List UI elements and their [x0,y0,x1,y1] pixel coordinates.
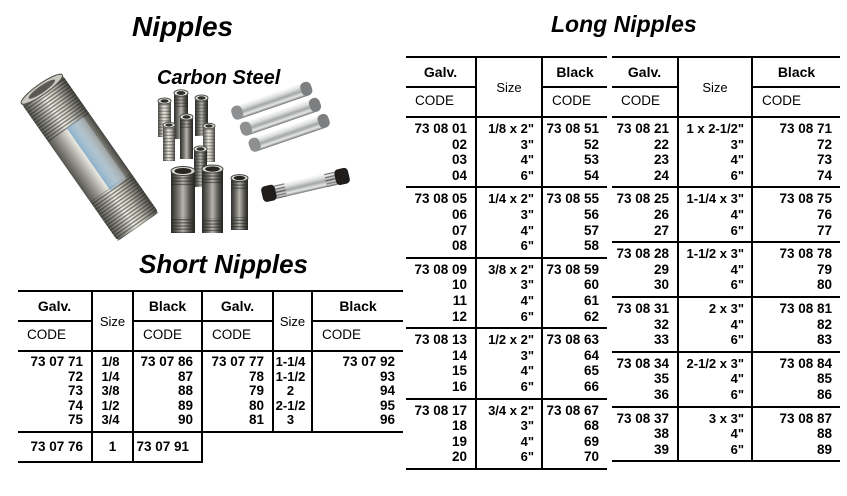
galv-code-cell: 73 07 76 [18,432,92,462]
table-line: 2 x 3" [708,300,744,316]
table-line: 1/4 x 2" [488,191,534,207]
col-header-size: Size [476,57,542,117]
col-header-code: CODE [612,87,678,117]
table-line: 6" [730,441,744,457]
galv-code-cell [406,258,476,328]
table-line: 3" [520,206,534,222]
table-line: 74 [67,397,83,413]
table-line: 6" [730,386,744,402]
table-line: 69 [583,433,599,449]
long-nipples-group-row [612,352,840,407]
col-header-galv: Galv. [18,291,92,321]
short-nipples-title: Short Nipples [139,249,309,279]
col-header-code: CODE [133,321,202,351]
table-line: 3/8 x 2" [488,261,534,277]
table-line: 3" [730,136,744,152]
col-header-black: Black [312,291,403,321]
table-line: 86 [816,386,832,402]
size-cell [476,117,542,187]
table-line: 94 [379,383,395,399]
table-line: 36 [653,386,669,402]
carbon-steel-label: Carbon Steel [157,67,281,89]
col-header-galv: Galv. [612,57,678,87]
long-nipples-group-row [612,407,840,462]
galv-code-cell [18,351,92,432]
table-line: 81 [248,412,264,428]
table-line: 73 08 71 [779,121,832,136]
table-line: 4" [730,261,744,277]
table-line: 73 08 17 [414,402,467,418]
table-line: 83 [816,332,832,348]
size-cell [678,242,752,297]
table-line: 4" [520,152,534,168]
table-line: 12 [451,308,467,324]
black-code-cell [752,352,840,407]
col-header-code: CODE [406,87,476,117]
table-line: 3/4 [101,412,120,428]
short-nipples-extra-row [18,432,403,462]
table-line: 88 [816,426,832,442]
long-nipple-photo [260,167,350,203]
table-line: 32 [653,316,669,332]
short-nipples-table [18,290,403,463]
chrome-nipples-photo [230,78,331,155]
col-header-size: Size [92,291,133,351]
table-line: 6" [520,167,534,183]
table-line: 73 08 87 [779,410,832,426]
table-line: 06 [451,206,467,222]
table-line: 1 x 2-1/2" [686,121,744,136]
black-code-cell [542,328,607,398]
table-line: 3/4 x 2" [488,402,534,418]
long-nipples-group-row [612,297,840,352]
table-line: 73 08 37 [616,410,669,426]
table-line: 1/4 [101,368,120,384]
col-header-size: Size [678,57,752,117]
size-cell [476,187,542,257]
table-line: 88 [177,383,193,399]
col-header-code: CODE [202,321,273,351]
black-code-cell [542,117,607,187]
table-line: 38 [653,426,669,442]
col-header-galv: Galv. [406,57,476,87]
galv-code-cell [406,117,476,187]
table-line: 1/8 [101,354,120,369]
table-line: 62 [583,308,599,324]
galv-code-cell [612,297,678,352]
size-cell [678,117,752,187]
table-line: 23 [653,152,669,168]
table-line: 72 [816,136,832,152]
col-header-code: CODE [312,321,403,351]
table-line: 39 [653,441,669,457]
black-code-cell [542,187,607,257]
table-line: 75 [67,412,83,428]
black-code-cell [542,399,607,469]
size-cell [678,297,752,352]
table-line: 73 08 51 [546,121,599,136]
table-line: 2-1/2 [275,397,306,413]
col-header-code: CODE [752,87,840,117]
table-line: 1-1/2 x 3" [686,246,744,262]
table-line: 73 08 05 [414,191,467,207]
col-header-black: Black [133,291,202,321]
table-line: 60 [583,277,599,293]
table-line: 6" [520,238,534,254]
table-line: 3" [520,418,534,434]
table-line: 80 [248,397,264,413]
long-nipples-group-row [612,242,840,297]
table-line: 33 [653,332,669,348]
table-line: 64 [583,347,599,363]
table-line: 73 08 84 [779,355,832,371]
table-line: 3" [520,347,534,363]
table-line: 2 [286,383,295,399]
table-line: 78 [248,368,264,384]
table-line: 15 [451,363,467,379]
long-nipples-group-row [406,258,607,328]
col-header-black: Black [752,57,840,87]
short-nipples-body-row [18,351,403,432]
table-line: 3" [520,136,534,152]
table-line: 72 [67,368,83,384]
table-line: 73 08 34 [616,355,669,371]
galv-code-cell [406,187,476,257]
table-line: 4" [520,433,534,449]
table-line: 04 [451,167,467,183]
galv-code-cell [612,352,678,407]
galv-code-cell [612,187,678,242]
table-line: 14 [451,347,467,363]
table-line: 1-1/4 x 3" [686,191,744,207]
galv-code-cell [612,242,678,297]
long-nipples-group-row [406,187,607,257]
table-line: 4" [730,206,744,222]
large-nipple-photo [18,70,158,241]
long-nipples-group-row [612,187,840,242]
page-title: Nipples [132,11,234,42]
table-line: 79 [816,261,832,277]
table-line: 77 [816,222,832,238]
black-code-cell [752,117,840,187]
black-code-cell [542,258,607,328]
table-line: 1/2 x 2" [488,332,534,348]
black-nipples-photo [171,165,248,233]
table-line: 22 [653,136,669,152]
table-line: 6" [730,277,744,293]
table-line: 03 [451,152,467,168]
table-line: 3 x 3" [708,410,744,426]
table-line: 73 07 86 [140,354,193,369]
table-line: 24 [653,167,669,183]
size-cell [678,187,752,242]
size-cell [476,328,542,398]
black-code-cell [133,351,202,432]
table-line: 73 08 28 [616,246,669,262]
size-cell [273,351,312,432]
table-line: 02 [451,136,467,152]
table-line: 52 [583,136,599,152]
table-line: 4" [730,426,744,442]
table-line: 89 [816,441,832,457]
table-line: 65 [583,363,599,379]
product-photos [5,57,377,245]
table-line: 3 [286,412,295,428]
table-line: 4" [520,222,534,238]
table-line: 95 [379,397,395,413]
table-line: 66 [583,378,599,394]
table-line: 4" [730,371,744,387]
table-line: 87 [177,368,193,384]
table-line: 73 [816,152,832,168]
table-line: 73 08 13 [414,332,467,348]
black-code-cell [312,351,403,432]
table-line: 1-1/4 [275,354,306,369]
galv-code-cell [612,407,678,462]
table-line: 4" [730,152,744,168]
table-line: 73 08 78 [779,246,832,262]
table-line: 19 [451,433,467,449]
size-cell [476,258,542,328]
table-line: 73 08 09 [414,261,467,277]
long-nipples-table-left [406,56,607,470]
table-line: 73 07 71 [30,354,83,369]
table-line: 2-1/2 x 3" [686,355,744,371]
table-line: 57 [583,222,599,238]
table-line: 6" [520,378,534,394]
table-line: 93 [379,368,395,384]
long-nipples-table-right [612,56,840,462]
table-line: 90 [177,412,193,428]
table-line: 61 [583,292,599,308]
table-line: 1/8 x 2" [488,121,534,136]
black-code-cell [752,242,840,297]
table-line: 73 07 92 [342,354,395,369]
table-line: 73 08 25 [616,191,669,207]
galv-code-cell [612,117,678,187]
long-nipples-group-row [406,399,607,469]
size-cell [476,399,542,469]
table-line: 6" [730,167,744,183]
table-line: 08 [451,238,467,254]
black-code-cell [752,407,840,462]
table-line: 35 [653,371,669,387]
table-line: 54 [583,167,599,183]
size-cell [678,352,752,407]
table-line: 73 08 75 [779,191,832,207]
table-line: 73 08 59 [546,261,599,277]
black-code-cell [752,187,840,242]
table-line: 11 [452,292,467,308]
table-line: 6" [730,222,744,238]
table-line: 96 [379,412,395,428]
table-line: 1-1/2 [275,368,306,384]
table-line: 53 [583,152,599,168]
table-line: 70 [583,449,599,465]
table-line: 89 [177,397,193,413]
table-line: 73 08 55 [546,191,599,207]
table-line: 26 [653,206,669,222]
table-line: 73 08 31 [616,300,669,316]
table-line: 6" [730,332,744,348]
table-line: 73 07 77 [211,354,264,369]
table-line: 1/2 [101,397,120,413]
col-header-size: Size [273,291,312,351]
table-line: 73 08 67 [546,402,599,418]
table-line: 4" [520,292,534,308]
table-line: 30 [653,277,669,293]
table-line: 16 [451,378,467,394]
col-header-black: Black [542,57,607,87]
long-nipples-group-row [612,117,840,187]
table-line: 68 [583,418,599,434]
table-line: 6" [520,449,534,465]
table-line: 73 08 63 [546,332,599,348]
galv-code-cell [202,351,273,432]
col-header-code: CODE [542,87,607,117]
table-line: 27 [653,222,669,238]
long-nipples-title: Long Nipples [551,11,697,37]
table-line: 10 [451,277,467,293]
table-line: 76 [816,206,832,222]
table-line: 74 [816,167,832,183]
table-line: 20 [451,449,467,465]
table-line: 73 08 21 [616,121,669,136]
black-code-cell: 73 07 91 [133,432,202,462]
table-line: 58 [583,238,599,254]
table-line: 29 [653,261,669,277]
table-line: 80 [816,277,832,293]
table-line: 85 [816,371,832,387]
size-cell [92,351,133,432]
long-nipples-group-row [406,117,607,187]
table-line: 82 [816,316,832,332]
galv-code-cell [406,399,476,469]
col-header-galv: Galv. [202,291,273,321]
table-line: 56 [583,206,599,222]
table-line: 73 [67,383,83,399]
black-code-cell [752,297,840,352]
table-line: 79 [248,383,264,399]
table-line: 4" [730,316,744,332]
long-nipples-group-row [406,328,607,398]
table-line: 4" [520,363,534,379]
table-line: 3" [520,277,534,293]
size-cell [678,407,752,462]
galv-code-cell [406,328,476,398]
table-line: 07 [451,222,467,238]
col-header-code: CODE [18,321,92,351]
table-line: 73 08 81 [779,300,832,316]
table-line: 73 08 01 [414,121,467,136]
table-line: 6" [520,308,534,324]
size-cell: 1 [92,432,133,462]
table-line: 3/8 [101,383,120,399]
table-line: 18 [451,418,467,434]
